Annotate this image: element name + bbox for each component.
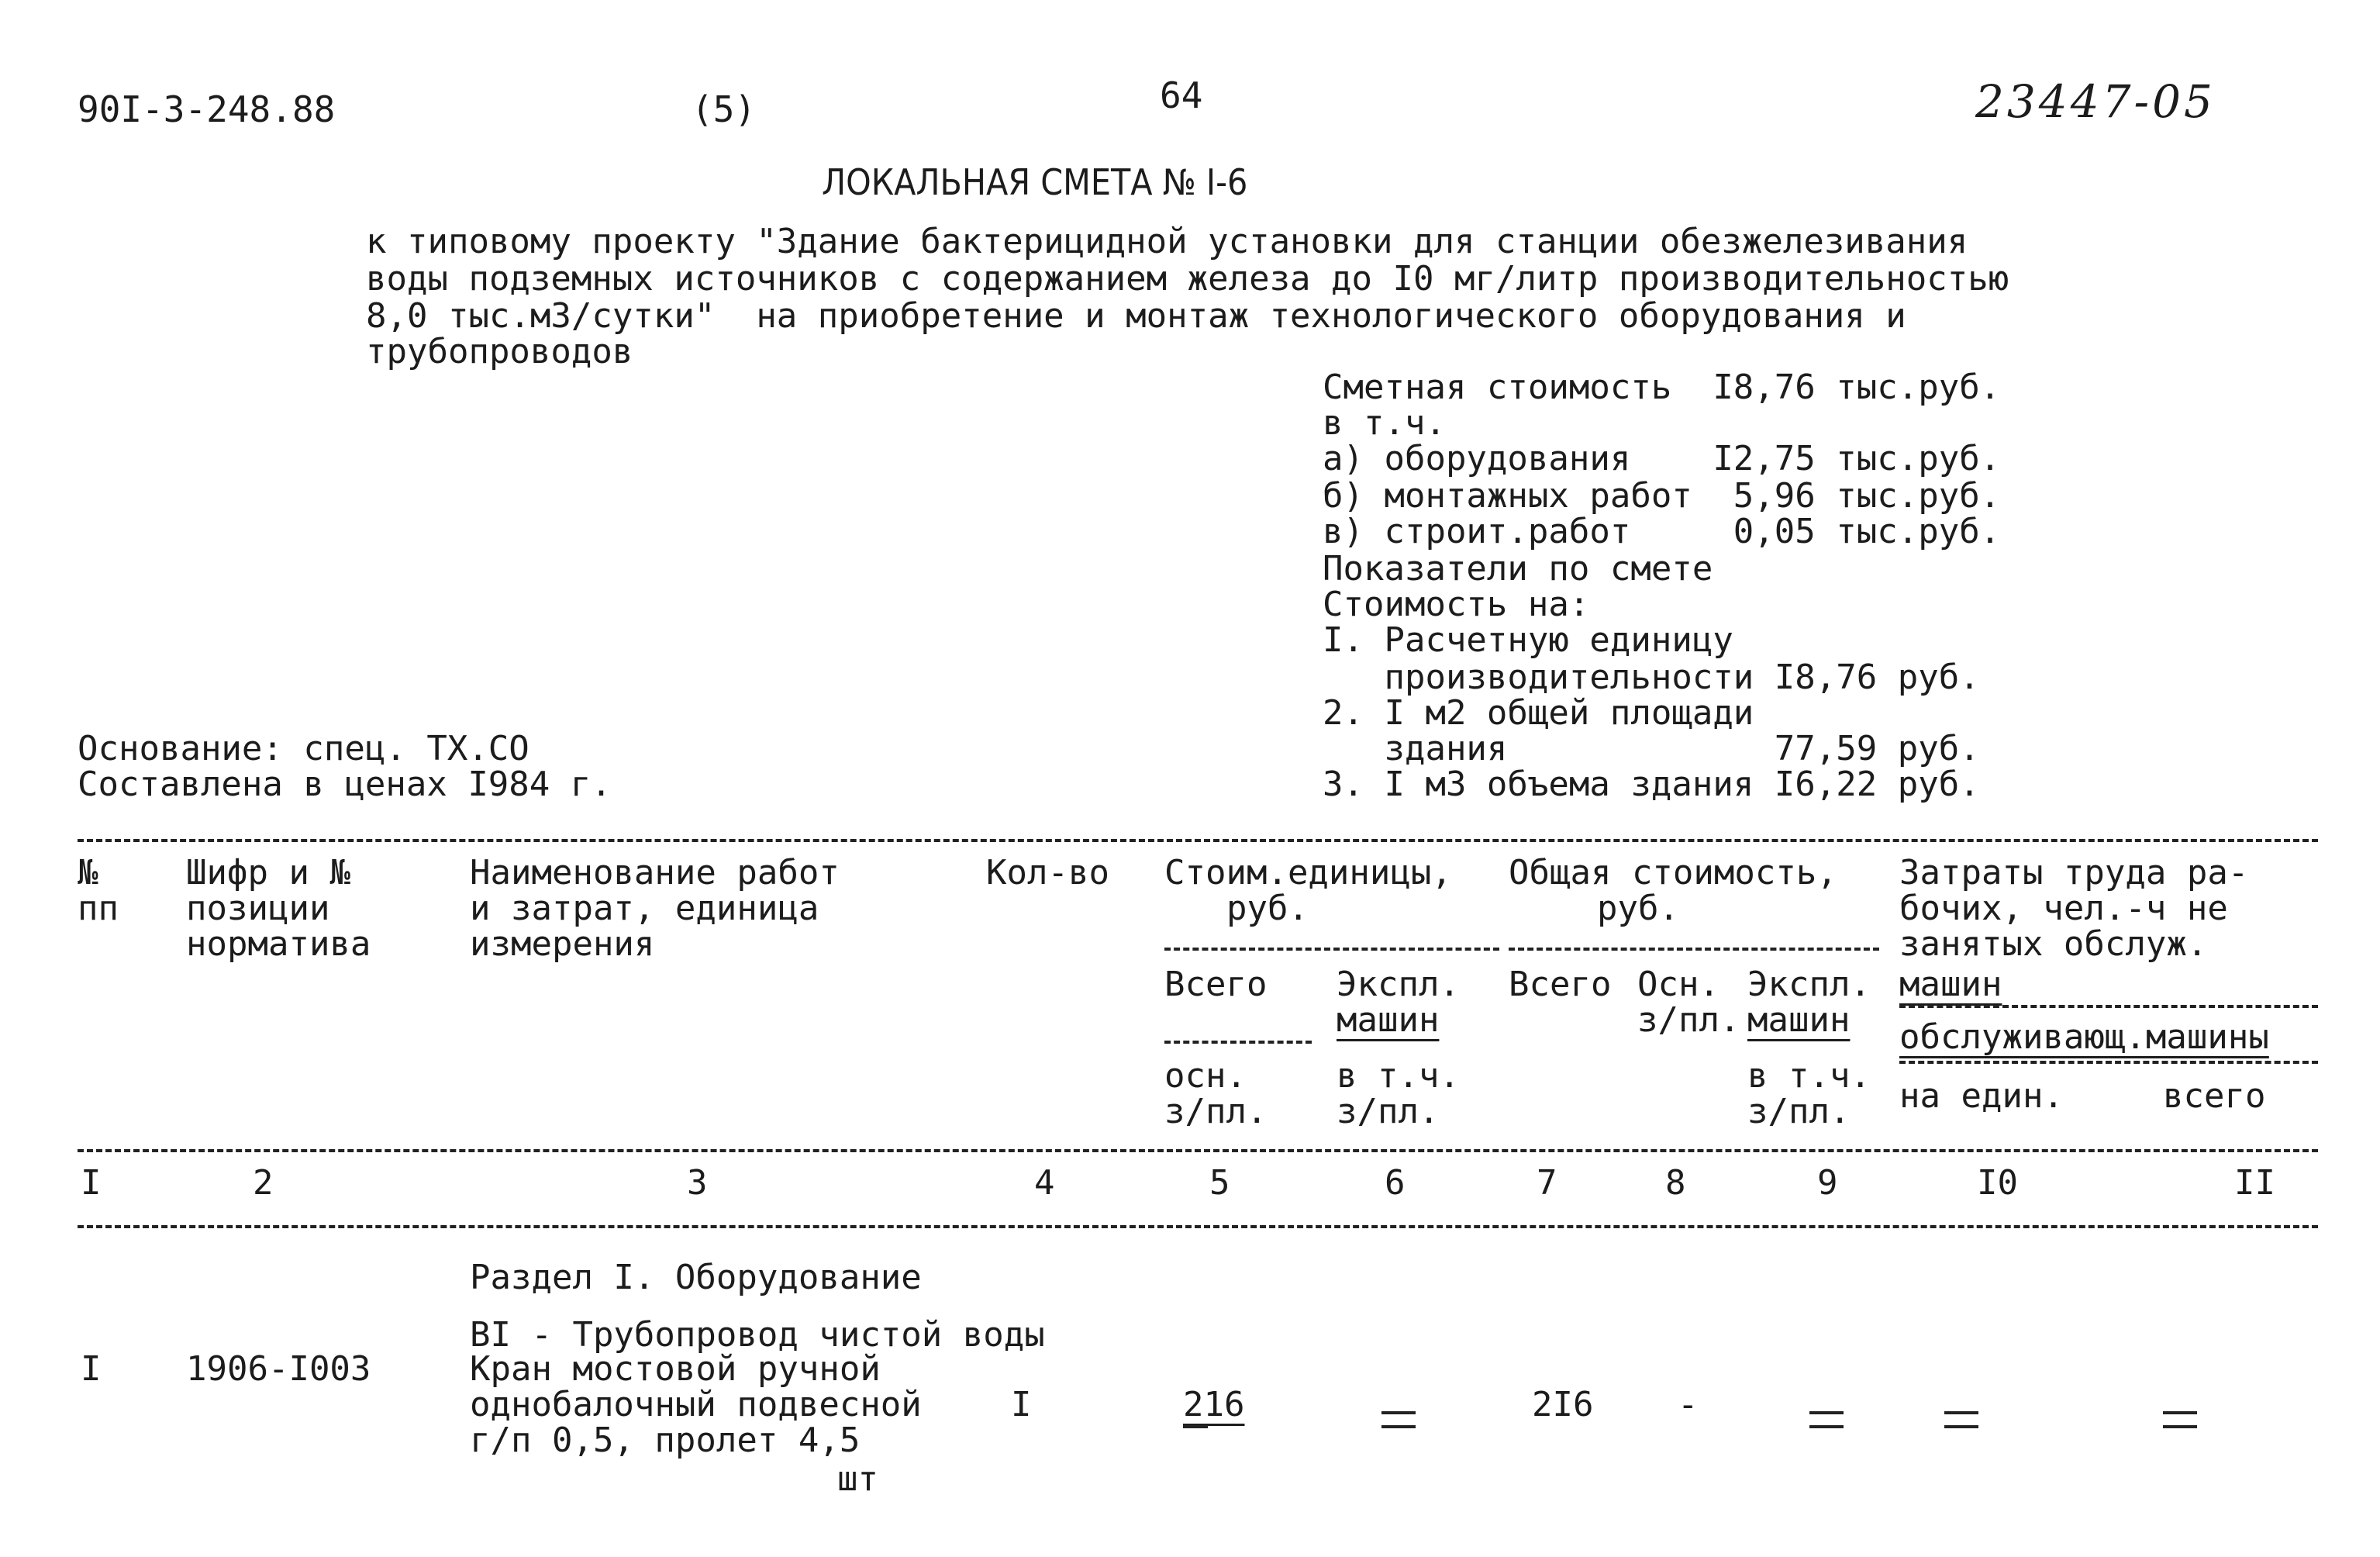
col-5-header-bottom: з/пл. xyxy=(1164,1092,1268,1131)
total-cost-rule xyxy=(1509,948,1879,951)
col-number: I0 xyxy=(1977,1163,2018,1203)
intro-line: воды подземных источников с содержанием железа до I0 мг/литр производительностью xyxy=(366,259,2009,299)
col-number: 5 xyxy=(1209,1163,1230,1203)
labor-header-line: Затраты труда ра- xyxy=(1899,853,2249,892)
col-1-header-line: № xyxy=(78,853,98,892)
col-number: I xyxy=(81,1163,102,1203)
summary-line: в т.ч. xyxy=(1323,403,1446,443)
subsection-title: BI - Трубопровод чистой воды xyxy=(470,1315,1045,1355)
col-1-header-line: пп xyxy=(78,889,119,928)
row-unit: шт xyxy=(837,1459,878,1499)
labor-header-line: бочих, чел.-ч не xyxy=(1899,889,2228,928)
labor-service-header: обслуживающ.машины xyxy=(1899,1017,2269,1057)
col-6-header-bottom: з/пл. xyxy=(1337,1092,1440,1131)
row-col6-dash xyxy=(1381,1400,1416,1439)
col-6-header-bottom: в т.ч. xyxy=(1337,1056,1460,1096)
col-5-rule xyxy=(1164,1041,1312,1044)
col-number: 2 xyxy=(253,1163,274,1203)
col-number: 9 xyxy=(1817,1163,1838,1203)
header-bottom-rule xyxy=(78,1149,2318,1152)
row-quantity: I xyxy=(1011,1385,1032,1424)
row-col8-value: - xyxy=(1678,1385,1699,1424)
basis-line: Основание: спец. ТХ.СО xyxy=(78,729,529,768)
row-col9-dash xyxy=(1809,1400,1844,1439)
col-3-header-line: и затрат, единица xyxy=(470,889,819,928)
col-9-header-bottom: з/пл. xyxy=(1747,1092,1851,1131)
summary-line: здания 77,59 руб. xyxy=(1323,729,1980,768)
intro-line: к типовому проекту "Здание бактерицидной установки для станции обезжелезивания xyxy=(366,222,1968,261)
document-title: ЛОКАЛЬНАЯ СМЕТА № I-6 xyxy=(822,161,1248,203)
sheet-number: (5) xyxy=(692,88,757,130)
doc-code: 90I-3-248.88 xyxy=(78,88,336,130)
handwritten-stamp: 23447-05 xyxy=(1975,75,2216,128)
unit-cost-rule xyxy=(1164,948,1499,951)
col-8-header: з/пл. xyxy=(1637,1000,1740,1040)
summary-line: Стоимость на: xyxy=(1323,585,1590,624)
col-number: 6 xyxy=(1385,1163,1406,1203)
col-2-header-line: норматива xyxy=(186,924,371,964)
col-9-header-top: машин xyxy=(1747,1000,1851,1040)
col-7-header: Всего xyxy=(1509,965,1612,1004)
unit-cost-header-line: руб. xyxy=(1226,889,1309,928)
labor-header-line: занятых обслуж. xyxy=(1899,924,2208,964)
section-title: Раздел I. Оборудование xyxy=(470,1258,922,1297)
col-6-header-top: Экспл. xyxy=(1337,965,1460,1004)
total-cost-header-line: руб. xyxy=(1597,889,1679,928)
row-name-line: однобалочный подвесной xyxy=(470,1385,922,1424)
total-cost-header-line: Общая стоимость, xyxy=(1509,853,1837,892)
row-col11-dash xyxy=(2163,1400,2197,1439)
col-5-header-top: Всего xyxy=(1164,965,1268,1004)
row-name-line: Кран мостовой ручной xyxy=(470,1349,881,1389)
summary-line: а) оборудования I2,75 тыс.руб. xyxy=(1323,439,2001,478)
col-11-header: всего xyxy=(2163,1076,2266,1116)
summary-line: б) монтажных работ 5,96 тыс.руб. xyxy=(1323,476,2001,516)
row-unit-cost-total: 216 xyxy=(1183,1385,1245,1424)
col-4-header: Кол-во xyxy=(986,853,1109,892)
summary-line: 3. I м3 объема здания I6,22 руб. xyxy=(1323,765,1980,804)
summary-line: Показатели по смете xyxy=(1323,549,1713,589)
col-3-header-line: измерения xyxy=(470,924,655,964)
col-10-header: на един. xyxy=(1899,1076,2064,1116)
intro-line: трубопроводов xyxy=(366,332,633,371)
labor-machines-header: машин xyxy=(1899,965,2002,1004)
row-code: 1906-I003 xyxy=(186,1349,371,1389)
col-5-header-bottom: осн. xyxy=(1164,1056,1247,1096)
row-number: I xyxy=(81,1349,102,1389)
col-number: 7 xyxy=(1537,1163,1557,1203)
row-total-cost: 2I6 xyxy=(1532,1385,1594,1424)
row-col10-dash xyxy=(1944,1400,1978,1439)
row-name-line: г/п 0,5, пролет 4,5 xyxy=(470,1421,861,1460)
table-top-rule xyxy=(78,839,2318,842)
labor-rule-2 xyxy=(1899,1061,2318,1064)
col-9-header-bottom: в т.ч. xyxy=(1747,1056,1871,1096)
col-2-header-line: Шифр и № xyxy=(186,853,350,892)
basis-line: Составлена в ценах I984 г. xyxy=(78,765,612,804)
number-row-rule xyxy=(78,1225,2318,1228)
col-6-header-top: машин xyxy=(1337,1000,1440,1040)
summary-line: 2. I м2 общей площади xyxy=(1323,693,1754,733)
col-2-header-line: позиции xyxy=(186,889,330,928)
summary-line: I. Расчетную единицу xyxy=(1323,620,1733,660)
row-unit-cost-wage-dash xyxy=(1183,1425,1208,1428)
col-number: 4 xyxy=(1034,1163,1055,1203)
col-8-header: Осн. xyxy=(1637,965,1719,1004)
summary-line: Сметная стоимость I8,76 тыс.руб. xyxy=(1323,368,2001,407)
col-number: 3 xyxy=(687,1163,708,1203)
unit-cost-header-line: Стоим.единицы, xyxy=(1164,853,1452,892)
summary-line: производительности I8,76 руб. xyxy=(1323,658,1980,697)
col-9-header-top: Экспл. xyxy=(1747,965,1871,1004)
page-number: 64 xyxy=(1160,74,1203,116)
col-number: 8 xyxy=(1665,1163,1686,1203)
col-number: II xyxy=(2234,1163,2275,1203)
summary-line: в) строит.работ 0,05 тыс.руб. xyxy=(1323,512,2001,551)
labor-rule-1 xyxy=(1899,1005,2318,1008)
intro-line: 8,0 тыс.м3/сутки" на приобретение и монтаж технологического оборудования и xyxy=(366,296,1906,336)
col-3-header-line: Наименование работ xyxy=(470,853,840,892)
